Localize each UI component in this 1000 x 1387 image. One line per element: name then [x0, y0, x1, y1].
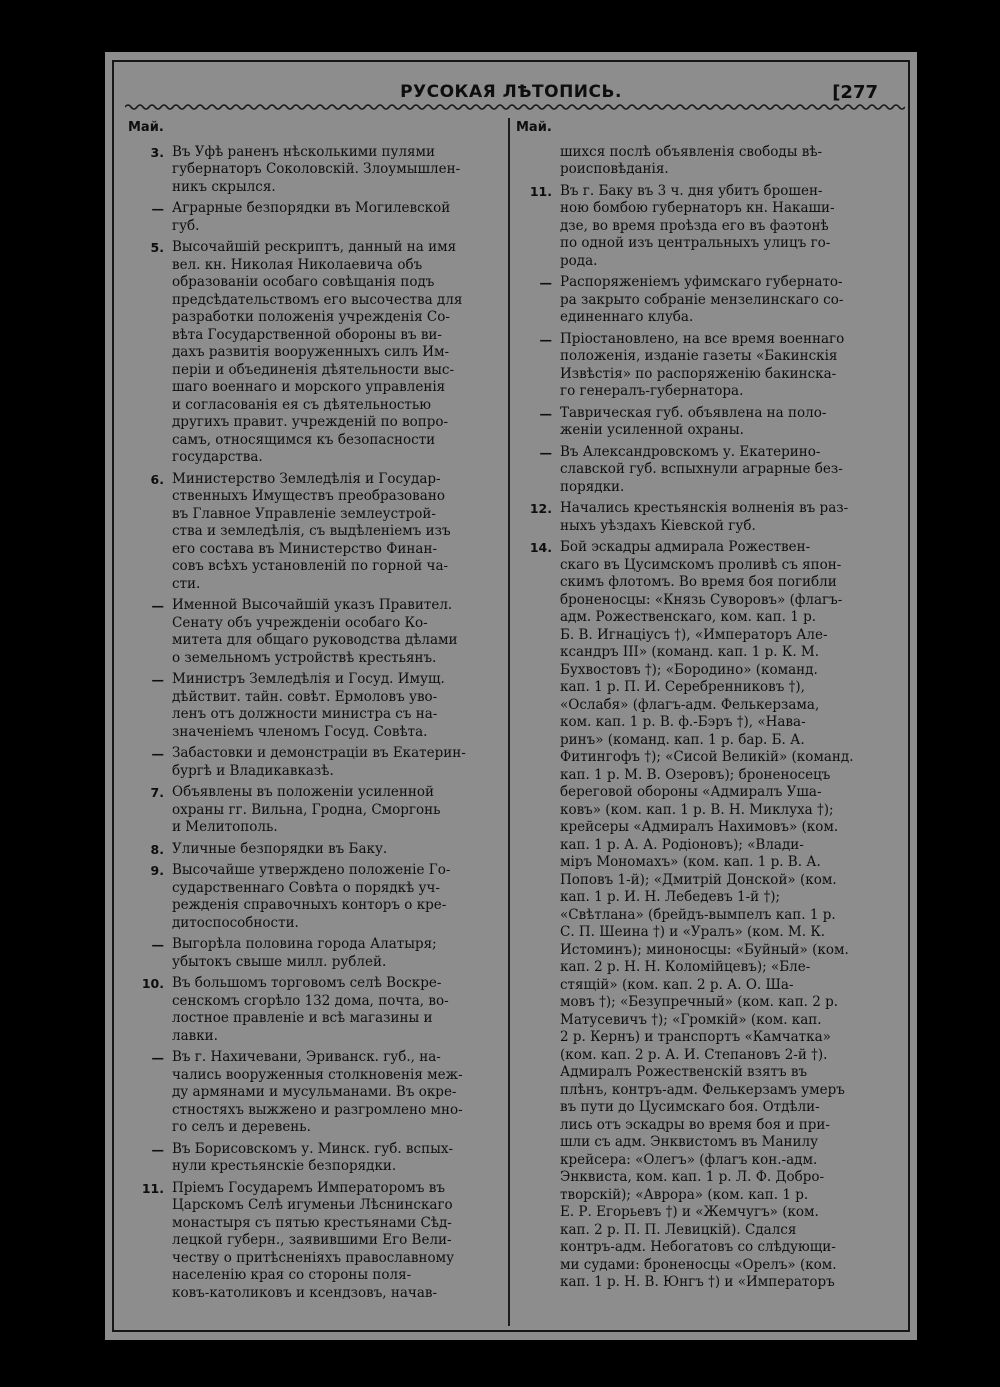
entry-text: Министерство Земледѣлія и Государ- ственныхъ Имуществъ преобразовано въ Главное Управленіе землеустрой- ства и земледѣлія, съ выдѣленіемъ изъ его состава въ Министерство Финан- совъ всѣхъ установленій по горной ча- сти.	[172, 470, 451, 592]
chronicle-entry	[128, 841, 500, 859]
entry-date: —	[151, 598, 164, 613]
entry-date: —	[539, 444, 552, 460]
entry-text: Въ Уфѣ раненъ нѣсколькими пулями губернаторъ Соколовскій. Злоумышлен- никъ скрылся.	[172, 143, 461, 195]
entry-date: —	[151, 937, 164, 952]
entry-date: 7.	[150, 785, 164, 800]
chronicle-entry	[128, 745, 500, 780]
chronicle-entry	[516, 183, 894, 271]
entry-text: Таврическая губ. объявлена на поло- женіи усиленной охраны.	[560, 404, 827, 438]
entry-text: Въ Борисовскомъ у. Минск. губ. вспых- нули крестьянскіе безпорядки.	[172, 1140, 454, 1174]
chronicle-entry	[516, 444, 894, 497]
chronicle-entry	[128, 597, 500, 667]
entry-text: Пріемъ Государемъ Императоромъ въ Царскомъ Селѣ игуменьи Лѣснинскаго монастыря съ пятью крестьянами Сѣд- лецкой губерн., заявившими Его Вели- честву о притѣсненіяхъ православному населенію края со стороны поля- ковъ-католиковъ и ксендзовъ, начав-	[172, 1179, 455, 1301]
month-heading: Май.	[516, 120, 552, 135]
entry-date: —	[539, 331, 552, 347]
chronicle-entry	[516, 274, 894, 327]
entry-date: —	[151, 672, 164, 687]
chronicle-entry	[516, 539, 894, 1292]
entry-date: —	[151, 746, 164, 761]
entry-date: —	[539, 275, 552, 290]
chronicle-entry	[128, 1049, 500, 1137]
chronicle-entry	[128, 862, 500, 932]
entry-date: 10.	[141, 976, 164, 991]
chronicle-entry	[128, 1180, 500, 1303]
entry-text: шихся послѣ объявленія свободы вѣ- роисповѣданія.	[560, 143, 823, 177]
entry-date: —	[151, 201, 164, 216]
entry-text: Уличные безпорядки въ Баку.	[172, 840, 388, 857]
entry-date: 9.	[150, 863, 164, 878]
entry-text: Министръ Земледѣлія и Госуд. Имущ. дѣйствит. тайн. совѣт. Ермоловъ уво- ленъ отъ должности министра съ на- значеніемъ членомъ Госуд. Совѣта.	[172, 671, 445, 740]
entry-date: —	[539, 405, 552, 421]
entry-date: 11.	[141, 1180, 164, 1196]
chronicle-entry	[128, 975, 500, 1045]
entry-date: 8.	[150, 841, 164, 857]
entry-text: Выгорѣла половина города Алатыря; убытокъ свыше милл. рублей.	[172, 936, 437, 970]
page-title: РУСОКАЯ ЛѢТОПИСЬ.	[400, 82, 622, 102]
chronicle-entry	[516, 331, 894, 401]
entry-text: Пріостановлено, на все время военнаго положенія, изданіе газеты «Бакинскія Извѣстія» по распоряженію бакинска- го генералъ-губернатора.	[560, 330, 845, 399]
chronicle-entry	[128, 200, 500, 235]
chronicle-entry	[516, 500, 894, 535]
entry-text: Въ г. Баку въ 3 ч. дня убитъ брошен- ною бомбою губернаторъ кн. Накаши- дзе, во время проѣзда его въ фаэтонѣ по одной изъ центральныхъ улицъ го- рода.	[560, 182, 835, 269]
entry-text: Забастовки и демонстраціи въ Екатерин- бургѣ и Владикавказѣ.	[172, 745, 466, 779]
entry-text: Объявлены въ положеніи усиленной охраны гг. Вильна, Гродна, Сморгонь и Мелитополь.	[172, 784, 441, 835]
chronicle-entries	[128, 144, 500, 1303]
entry-text: Начались крестьянскія волненія въ раз- ныхъ уѣздахъ Кіевской губ.	[560, 500, 849, 534]
entry-date: 5.	[150, 240, 164, 255]
chronicle-entry	[128, 239, 500, 467]
entry-date: 12.	[529, 501, 552, 516]
entry-text: Въ большомъ торговомъ селѣ Воскре- сенскомъ сгорѣло 132 дома, почта, во- лостное правленіе и всѣ магазины и лавки.	[172, 975, 449, 1044]
chronicle-entry	[128, 471, 500, 594]
page-number: [277	[832, 82, 878, 103]
chronicle-entry	[128, 671, 500, 741]
chronicle-entry	[128, 1141, 500, 1176]
chronicle-entry	[128, 936, 500, 971]
column-divider	[508, 118, 510, 1326]
entry-date: —	[151, 1141, 164, 1157]
entry-text: Въ г. Нахичевани, Эриванск. губ., на- чались вооруженныя столкновенія меж- ду армянами и мусульманами. Въ окре- стностяхъ выжжено и разгромлено мно- го селъ и деревень.	[172, 1049, 463, 1135]
chronicle-entry	[128, 784, 500, 837]
entry-text: Высочайшій рескриптъ, данный на имя вел. кн. Николая Николаевича объ образованіи особаго совѣщанія подъ предсѣдательствомъ его высочества для разработки положенія учрежденія Со- вѣта Государственной обороны въ ви- дахъ развитія вооруженныхъ силъ Им- періи и объединенія дѣятельности выс- шаго военнаго и морского управленія и согласованія ея съ дѣятельностью другихъ правит. учрежденій по вопро- самъ, относящимся къ безопасности государства.	[172, 239, 463, 465]
header-wavy-rule	[125, 102, 905, 112]
entry-text: Именной Высочайшій указъ Правител. Сенату объ учрежденіи особаго Ко- митета для общаго руководства дѣлами о земельномъ устройствѣ крестьянъ.	[172, 597, 458, 666]
right-column	[516, 119, 894, 1296]
entry-text: Бой эскадры адмирала Рожествен- скаго въ Цусимскомъ проливѣ съ япон- скимъ флотомъ. Во время боя погибли броненосцы: «Князь Суворовъ» (флагъ- адм. Рожественскаго, ком. кап. 1 р. Б. В. Игнаціусъ †), «Императоръ Але- ксандръ III» (команд. кап. 1 р. К. М. Бухвостовъ †); «Бородино» (команд. кап. 1 р. П. И. Серебренниковъ †), «Ослабя» (флагъ-адм. Фелькерзама, ком. кап. 1 р. В. ф.-Бэръ †), «Нава- ринъ» (команд. кап. 1 р. бар. Б. А. Фитингофъ †); «Сисой Великій» (команд. кап. 1 р. М. В. Озеровъ); броненосецъ береговой обороны «Адмиралъ Ушa- ковъ» (ком. кап. 1 р. В. Н. Миклуха †); крейсеры «Адмиралъ Нахимовъ» (ком. кап. 1 р. А. А. Родіоновъ); «Влади- міръ Мономахъ» (ком. кап. 1 р. В. А. Поповъ 1-й); «Дмитрій Донской» (ком. кап. 1 р. И. Н. Лебедевъ 1-й †); «Свѣтлана» (брейдъ-вымпелъ кап. 1 р. С. П. Шеина †) и «Уралъ» (ком. М. К. Истоминъ); миноносцы: «Буйный» (ком. кап. 2 р. Н. Н. Коломійцевъ); «Бле- стящій» (ком. кап. 2 р. А. О. Ша- мовъ †); «Безупречный» (ком. кап. 2 р. Матусевичъ †); «Громкій» (ком. кап. 2 р. Кернъ) и транспортъ «Камчатка» (ком. кап. 2 р. А. И. Степановъ 2-й †). Адмиралъ Рожественскій взятъ въ плѣнъ, контръ-адм. Фелькерзамъ умеръ въ пути до Цусимскаго боя. Отдѣли- лись отъ эскадры во время боя и при- шли съ адм. Энквистомъ въ Манилу крейсера: «Олегъ» (флагъ кон.-адм. Энквиста, ком. кап. 1 р. Л. Ф. Добро- творскій); «Аврора» (ком. кап. 1 р. Е. Р. Егорьевъ †) и «Жемчугъ» (ком. кап. 2 р. П. П. Левицкій). Сдался контръ-адм. Небогатовъ со слѣдующи- ми судами: броненосцы «Орелъ» (ком. кап. 1 р. Н. В. Юнгъ †) и «Императоръ	[560, 539, 854, 1290]
chronicle-entry	[516, 144, 894, 179]
entry-date: 11.	[529, 183, 552, 199]
entry-text: Высочайше утверждено положеніе Го- сударственнаго Совѣта о порядкѣ уч- режденія справочныхъ конторъ о кре- дитоспособности.	[172, 862, 451, 931]
entry-text: Въ Александровскомъ у. Екатерино- славской губ. вспыхнули аграрные без- порядки.	[560, 443, 843, 495]
chronicle-entry	[128, 144, 500, 197]
chronicle-entries	[516, 144, 894, 1292]
entry-date: 6.	[150, 471, 164, 487]
entry-date: 3.	[150, 144, 164, 160]
entry-text: Аграрные безпорядки въ Могилевской губ.	[172, 200, 451, 234]
entry-text: Распоряженіемъ уфимскаго губернато- ра закрыто собраніе мензелинскаго со- единеннаго клуба.	[560, 274, 844, 325]
entry-date: 14.	[529, 540, 552, 555]
left-column	[128, 119, 500, 1306]
month-heading: Май.	[128, 120, 164, 135]
chronicle-entry	[516, 405, 894, 440]
entry-date: —	[151, 1050, 164, 1065]
entry-date	[516, 144, 560, 179]
